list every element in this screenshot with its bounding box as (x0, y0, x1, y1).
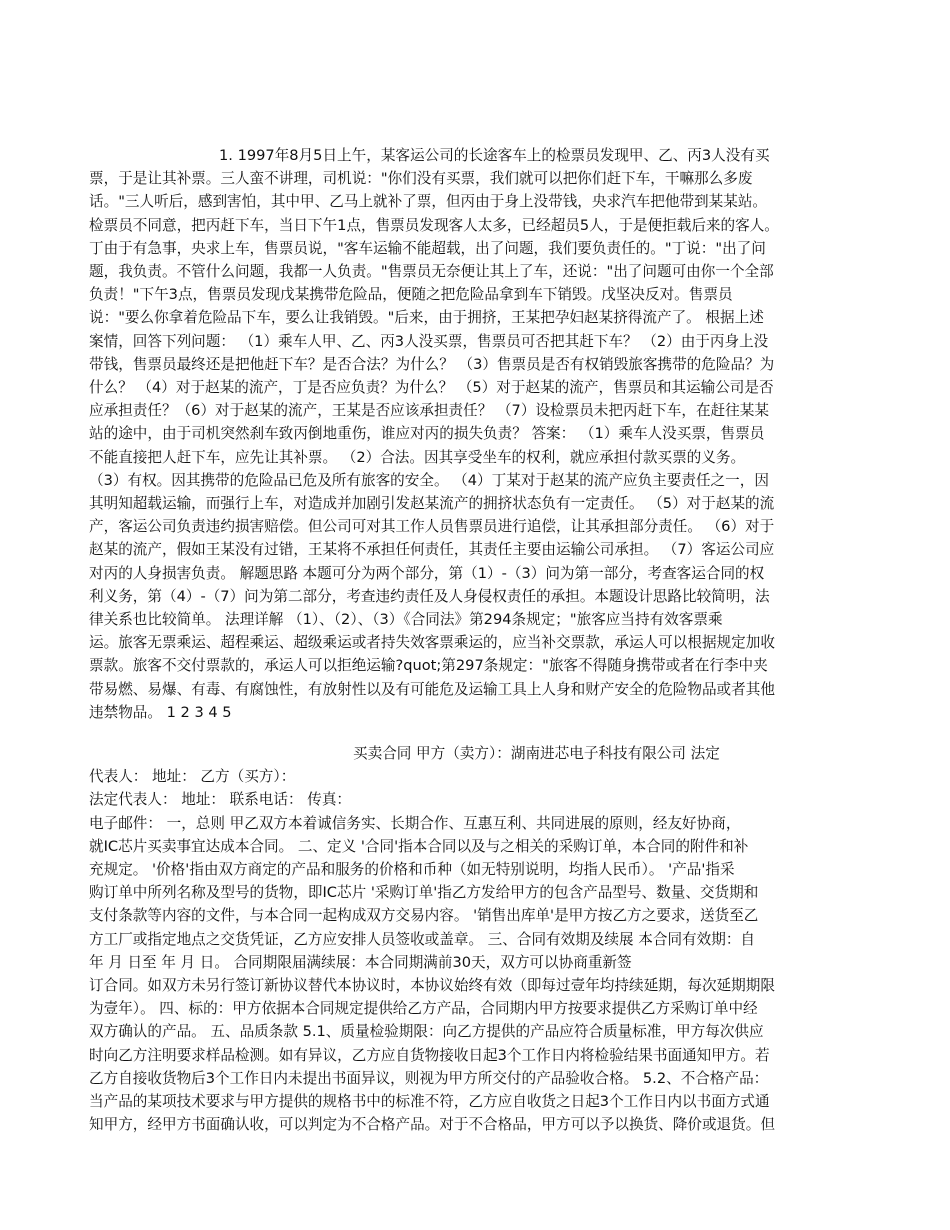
text-line: 话。"三人听后，感到害怕，其中甲、乙马上就补了票，但丙由于身上没带钱，央求汽车把他带到某某站。 (89, 193, 768, 211)
text-line: 丁由于有急事，央求上车，售票员说，"客车运输不能超载，出了问题，我们要负责任的。"丁说："出了问 (89, 239, 766, 257)
text-line: 应承担责任？（6）对于赵某的流产，王某是否应该承担责任？ （7）设检票员未把丙赶下车，在赶往某某 (89, 402, 769, 420)
text-line: 法定代表人： 地址： 联系电话： 传真： (89, 791, 352, 809)
text-line: 带钱，售票员最终还是把他赶下车？是否合法？为什么？ （3）售票员是否有权销毁旅客携带的危险品？为 (89, 355, 775, 373)
text-line: 什么？ （4）对于赵某的流产，丁是否应负责？为什么？ （5）对于赵某的流产，售票员和其运输公司是否 (89, 379, 774, 396)
text-line: 支付条款等内容的文件，与本合同一起构成双方交易内容。 '销售出库单'是甲方按乙方之要求，送货至乙 (89, 907, 759, 925)
text-line: 案情，回答下列问题： （1）乘车人甲、乙、丙3人没买票，售票员可否把其赶下车？ （2）由于丙身上没 (89, 332, 769, 350)
text-line: 票，于是让其补票。三人蛮不讲理，司机说："你们没有买票，我们就可以把你们赶下车，干嘛那么多废 (89, 170, 753, 188)
text-line: 充规定。 '价格'指由双方商定的产品和服务的价格和币种（如无特别说明，均指人民币）。 '产品'指采 (89, 861, 735, 878)
text-line: 违禁物品。 1 2 3 4 5 (89, 703, 232, 721)
text-line: 电子邮件： 一，总则 甲乙双方本着诚信务实、长期合作、互惠互利、共同进展的原则，经友好协商， (89, 814, 741, 832)
text-line: 方工厂或指定地点之交货凭证，乙方应安排人员签收或盖章。 三、合同有效期及续展 本合同有效期：自 (89, 930, 756, 948)
text-line: 买卖合同 甲方（卖方）：湖南进芯电子科技有限公司 法定 (353, 745, 720, 762)
text-line: 检票员不同意，把丙赶下车，当日下午1点，售票员发现客人太多，已经超员5人，于是便拒载后来的客人。 (89, 216, 779, 234)
text-line: 订合同。如双方未另行签订新协议替代本协议时，本协议始终有效（即每过壹年均持续延期，每次延期期限 (89, 977, 775, 994)
text-line: 乙方自接收货物后3个工作日内未提出书面异议，则视为甲方所交付的产品验收合格。 5.2、不合格产品： (89, 1069, 769, 1087)
text-line: 知甲方，经甲方书面确认收，可以判定为不合格产品。对于不合格品，甲方可以予以换货、降价或退货。但 (89, 1116, 775, 1134)
text-line: 站的途中，由于司机突然刹车致丙倒地重伤，谁应对丙的损失负责？ 答案： （1）乘车人没买票，售票员 (89, 425, 765, 443)
text-line: 其明知超载运输，而强行上车，对造成并加剧引发赵某流产的拥挤状态负有一定责任。 （5）对于赵某的流 (89, 495, 775, 512)
text-line: 就IC芯片买卖事宜达成本合同。 二、定义 '合同'指本合同以及与之相关的采购订单，本合同的附件和补 (89, 837, 749, 855)
text-line: 说："要么你拿着危险品下车，要么让我销毁。"后来，由于拥挤，王某把孕妇赵某挤得流产了。 根据上述 (89, 309, 764, 327)
text-line: 1. 1997年8月5日上午，某客运公司的长途客车上的检票员发现甲、乙、丙3人没有买 (219, 147, 770, 164)
text-line: 为壹年）。 四、标的：甲方依据本合同规定提供给乙方产品，合同期内甲方按要求提供乙方采购订单中经 (89, 1000, 758, 1018)
text-line: 对丙的人身损害负责。 解题思路 本题可分为两个部分，第（1）-（3）问为第一部分，考查客运合同的权 (89, 564, 765, 582)
text-line: 双方确认的产品。 五、品质条款 5.1、质量检验期限：向乙方提供的产品应符合质量标准，甲方每次供应 (89, 1023, 764, 1041)
text-line: 负责！"下午3点，售票员发现戊某携带危险品，便随之把危险品拿到车下销毁。戊坚决反对。售票员 (89, 286, 733, 304)
text-line: 不能直接把人赶下车，应先让其补票。 （2）合法。因其享受坐车的权利，就应承担付款买票的义务。 (89, 448, 746, 466)
text-line: 代表人： 地址： 乙方（买方）： (89, 768, 296, 786)
text-line: 题，我负责。不管什么问题，我都一人负责。"售票员无奈便让其上了车，还说："出了问题可由你一个全部 (89, 263, 774, 280)
text-line: 利义务，第（4）-（7）问为第二部分，考查违约责任及人身侵权责任的承担。本题设计思路比较简明，法 (89, 587, 770, 605)
text-line: 赵某的流产，假如王某没有过错，王某将不承担任何责任，其责任主要由运输公司承担。 （7）客运公司应 (89, 541, 775, 559)
text-line: 年 月 日至 年 月 日。 合同期限届满续展：本合同期满前30天，双方可以协商重新签 (89, 953, 632, 971)
text-line: 律关系也比较简单。 法理详解 （1）、（2）、（3）《合同法》第294条规定；"旅客应当持有效客票乘 (89, 611, 723, 628)
text-line: 带易燃、易爆、有毒、有腐蚀性，有放射性以及有可能危及运输工具上人身和财产安全的危险物品或者其他 (89, 680, 775, 698)
text-line: 时向乙方注明要求样品检测。如有异议，乙方应自货物接收日起3个工作日内将检验结果书面通知甲方。若 (89, 1046, 770, 1064)
text-line: （3）有权。因其携带的危险品已危及所有旅客的安全。 （4）丁某对于赵某的流产应负主要责任之一，因 (89, 471, 769, 489)
text-line: 票款。旅客不交付票款的，承运人可以拒绝运输?quot;第297条规定："旅客不得随身携带或者在行李中夹 (89, 657, 768, 675)
text-line: 产，客运公司负责违约损害赔偿。但公司可对其工作人员售票员进行追偿，让其承担部分责任。 （6）对于 (89, 518, 775, 536)
text-line: 运。旅客无票乘运、超程乘运、超级乘运或者持失效客票乘运的，应当补交票款，承运人可以根据规定加收 (89, 634, 775, 652)
text-line: 购订单中所列名称及型号的货物，即IC芯片 '采购订单'指乙方发给甲方的包含产品型号、数量、交货期和 (89, 884, 759, 902)
text-line: 当产品的某项技术要求与甲方提供的规格书中的标准不符，乙方应自收货之日起3个工作日内以书面方式通 (89, 1093, 770, 1110)
